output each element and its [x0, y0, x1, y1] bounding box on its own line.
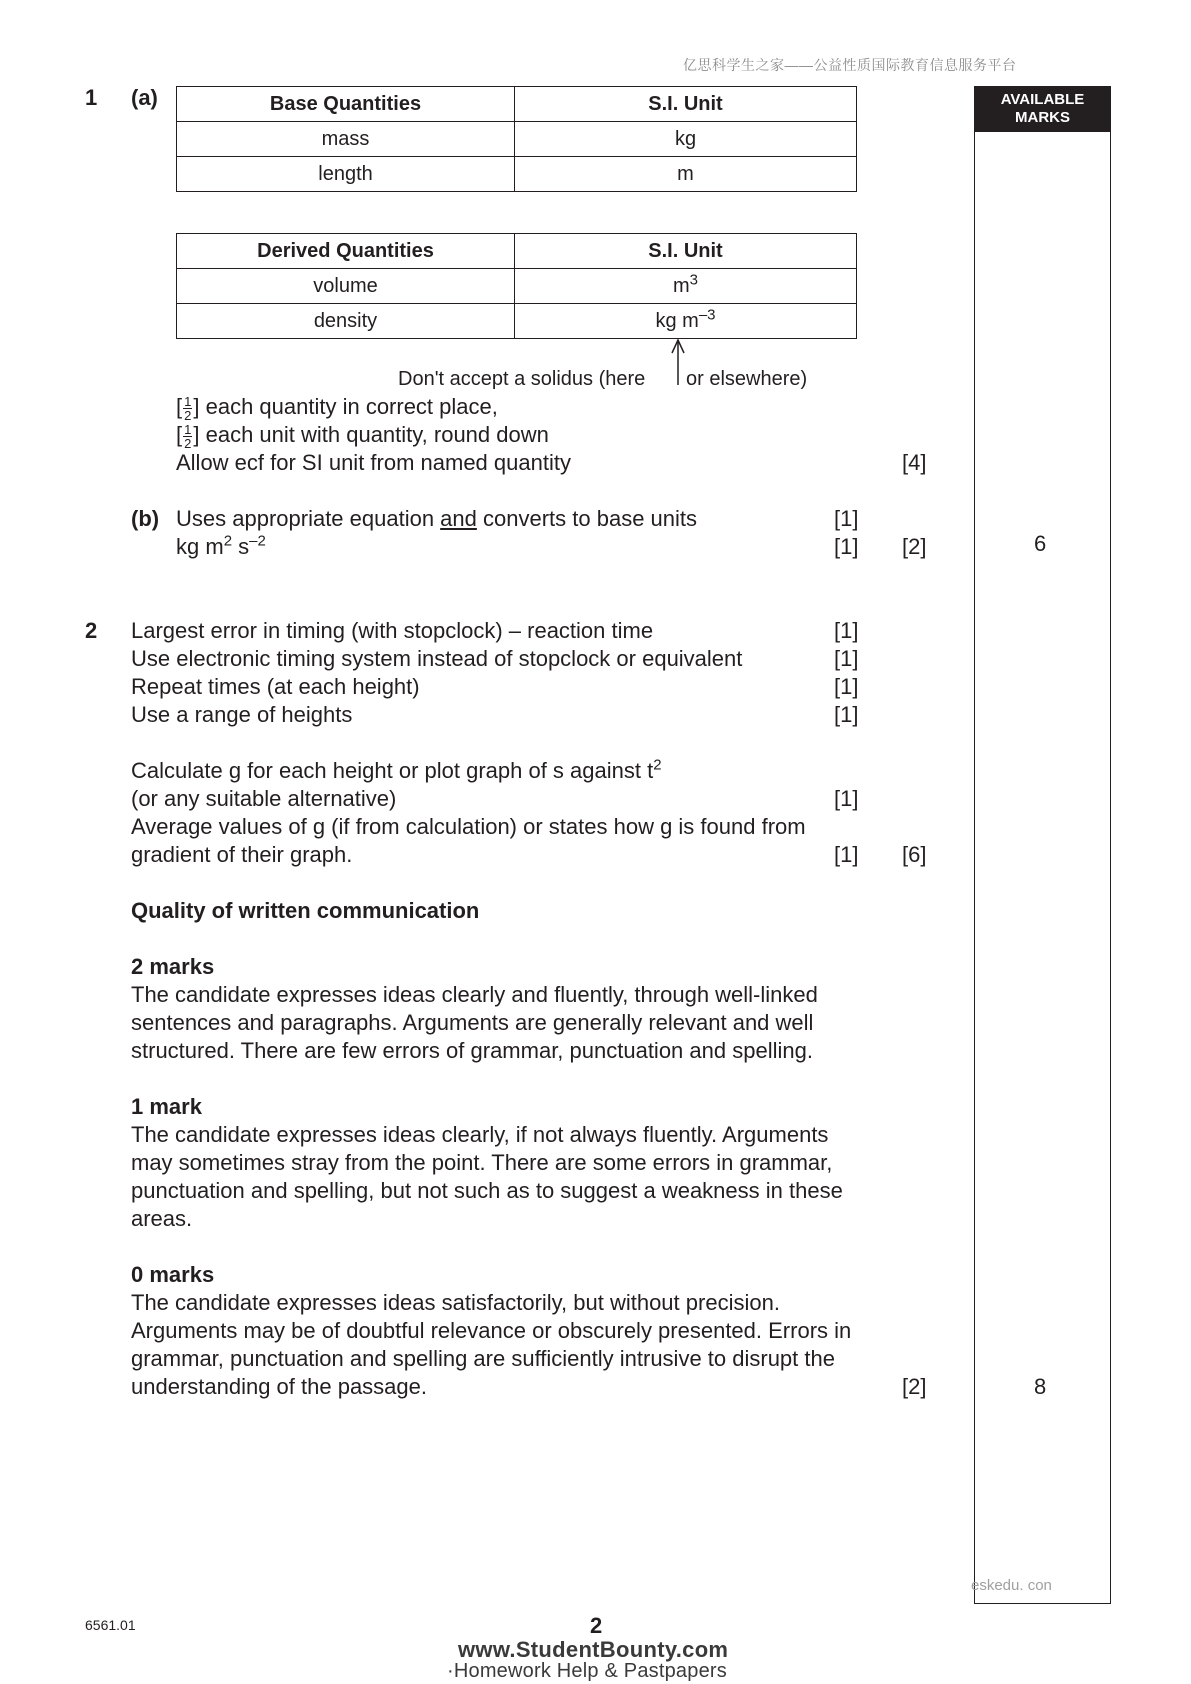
q2-line-mark: [1]: [834, 702, 859, 727]
q2-line: Use a range of heights: [131, 702, 353, 727]
table-cell: kg: [515, 122, 857, 157]
q2-alt-line: (or any suitable alternative): [131, 786, 397, 811]
half-fraction: $\frac{1}{2}$: [184, 393, 192, 423]
table-cell: length: [177, 157, 515, 192]
solidus-note: Don't accept a solidus (here: [398, 368, 646, 390]
qwc-line: structured. There are few errors of grammar, punctuation and spelling.: [131, 1038, 813, 1063]
q2-line-mark: [1]: [834, 674, 859, 699]
q2-line: Largest error in timing (with stopclock) – reaction time: [131, 618, 654, 643]
part-b-total: [2]: [902, 534, 927, 559]
derived-quantities-table: [176, 233, 857, 339]
marks-column-header: [974, 86, 1111, 132]
qwc-line: sentences and paragraphs. Arguments are generally relevant and well: [131, 1010, 814, 1035]
qwc-line: The candidate expresses ideas satisfactorily, but without precision.: [131, 1290, 780, 1315]
half-mark-line-1: [ $\frac{1}{2}$ ] each quantity in correct place,: [176, 393, 498, 423]
q1-available-marks: 6: [1034, 531, 1047, 556]
qwc-heading: 0 marks: [131, 1262, 215, 1287]
half-mark-line-2: [ $\frac{1}{2}$ ] each unit with quantity, round down: [176, 421, 549, 451]
qwc-line: areas.: [131, 1206, 193, 1231]
q2-line-mark: [1]: [834, 646, 859, 671]
q2-available-marks: 8: [1034, 1374, 1047, 1399]
half-fraction: $\frac{1}{2}$: [184, 421, 192, 451]
qwc-title: Quality of written communication: [131, 898, 480, 923]
q2-avg-line-1: Average values of g (if from calculation) or states how g is found from: [131, 814, 806, 839]
table-cell: [515, 269, 857, 304]
part-a-mark: [4]: [902, 450, 927, 475]
qwc-line: The candidate expresses ideas clearly and fluently, through well-linked: [131, 982, 818, 1007]
part-b-mark-2: [1]: [834, 534, 859, 559]
q2-line-mark: [1]: [834, 618, 859, 643]
page-number: 2: [590, 1613, 603, 1638]
q2-calc-line: Calculate g for each height or plot graph of s against $t^2$: [131, 756, 662, 783]
table-row: [177, 304, 857, 339]
q2-avg-line-2: gradient of their graph.: [131, 842, 353, 867]
table-cell: [515, 304, 857, 339]
table-row: [177, 122, 857, 157]
q2-alt-mark: [1]: [834, 786, 859, 811]
qwc-heading: 2 marks: [131, 954, 215, 979]
table-header: Derived Quantities: [177, 234, 515, 269]
unit-base: m: [672, 274, 690, 297]
question-1a-label: (a): [131, 85, 158, 110]
table-header: S.I. Unit: [515, 234, 857, 269]
qwc-mark: [2]: [902, 1374, 927, 1399]
question-1b-label: (b): [131, 506, 160, 531]
question-2-number: 2: [85, 618, 98, 643]
qwc-line: punctuation and spelling, but not such as to suggest a weakness in these: [131, 1178, 843, 1203]
q2-line: Use electronic timing system instead of stopclock or equivalent: [131, 646, 743, 671]
q2-avg-mark: [1]: [834, 842, 859, 867]
q2-line: Repeat times (at each height): [131, 674, 420, 699]
unit-exponent: –3: [698, 305, 716, 323]
studentbounty-tagline: ·Homework Help & Pastpapers: [447, 1660, 727, 1682]
table-row: [177, 157, 857, 192]
paper-code: 6561.01: [85, 1617, 136, 1633]
table-cell: m: [515, 157, 857, 192]
table-cell: density: [177, 304, 515, 339]
studentbounty-url: www.StudentBounty.com: [458, 1637, 729, 1662]
header-banner: 亿思科学生之家——公益性质国际教育信息服务平台: [683, 57, 1017, 73]
question-1-number: 1: [85, 85, 98, 110]
qwc-line: The candidate expresses ideas clearly, if not always fluently. Arguments: [131, 1122, 829, 1147]
table-cell: volume: [177, 269, 515, 304]
part-b-mark-1: [1]: [834, 506, 859, 531]
marks-header-line1: AVAILABLE: [1000, 91, 1085, 108]
table-cell: mass: [177, 122, 515, 157]
solidus-note-end: or elsewhere): [686, 368, 808, 390]
qwc-heading: 1 mark: [131, 1094, 202, 1119]
part-b-unit: kg $m^2$ $s^{-2}$: [176, 532, 266, 559]
base-quantities-table: [176, 86, 857, 192]
qwc-line: Arguments may be of doubtful relevance or obscurely presented. Errors in: [131, 1318, 852, 1343]
watermark-text: eskedu. con: [971, 1577, 1052, 1594]
ecf-line: Allow ecf for SI unit from named quantity: [176, 450, 571, 475]
qwc-line: understanding of the passage.: [131, 1374, 428, 1399]
part-b-line-1: Uses appropriate equation and converts to base units: [176, 506, 698, 531]
table-header: Base Quantities: [177, 87, 515, 122]
qwc-line: may sometimes stray from the point. There are some errors in grammar,: [131, 1150, 833, 1175]
unit-exponent: 3: [689, 270, 698, 288]
qwc-line: grammar, punctuation and spelling are sufficiently intrusive to disrupt the: [131, 1346, 835, 1371]
table-row: [177, 269, 857, 304]
marks-header-line2: MARKS: [1015, 109, 1070, 126]
underlined-and: and: [440, 506, 477, 531]
table-header: S.I. Unit: [515, 87, 857, 122]
q2-subtotal: [6]: [902, 842, 927, 867]
unit-base: kg m: [655, 309, 699, 332]
